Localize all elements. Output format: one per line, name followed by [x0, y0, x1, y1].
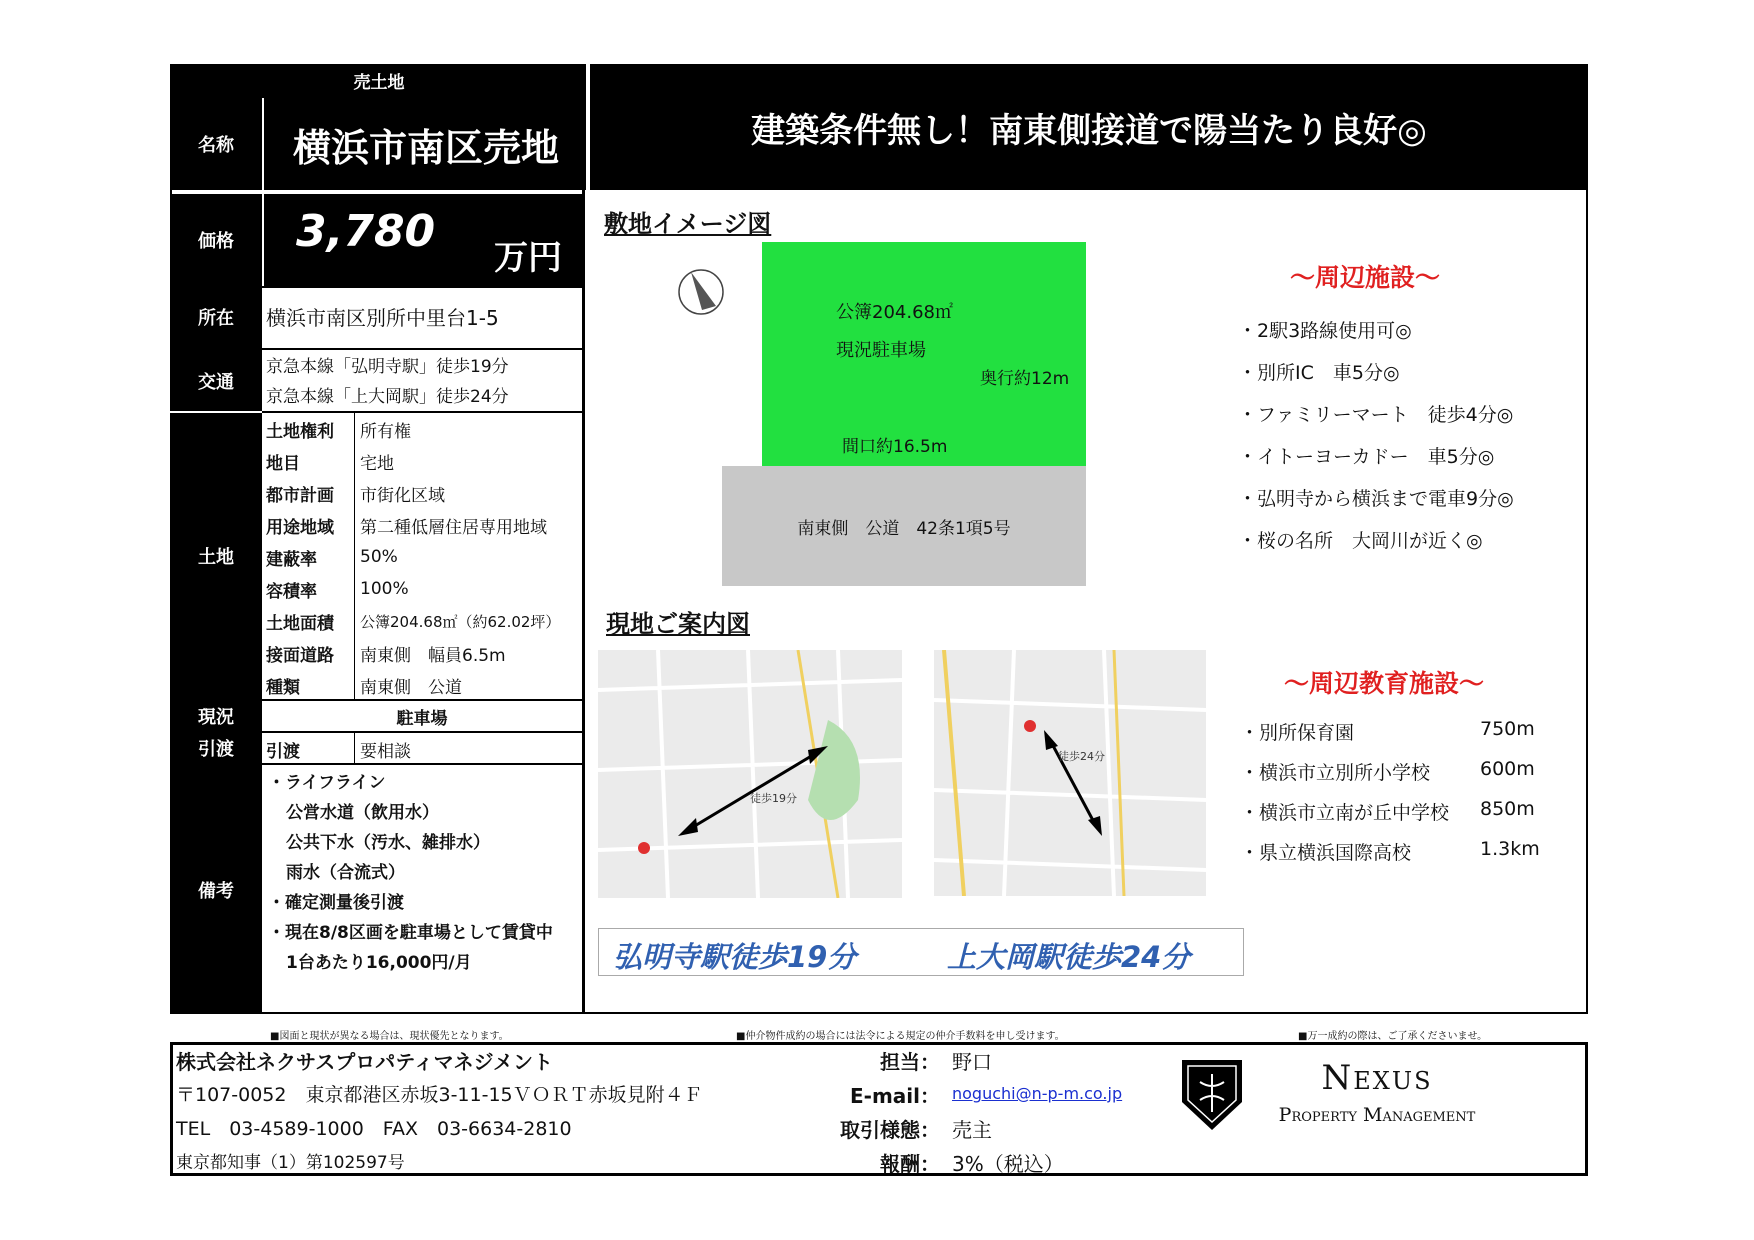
- land-value: 第二種低層住居専用地域: [360, 517, 547, 538]
- land-row: [262, 445, 582, 477]
- land-value: 宅地: [360, 453, 394, 474]
- land-row: [262, 413, 582, 445]
- nearby-item: ・桜の名所 大岡川が近く◎: [1238, 530, 1483, 552]
- remark-line: 公営水道（飲用水）: [286, 803, 439, 823]
- price-label: 価格: [198, 231, 234, 252]
- property-name: 横浜市南区売地: [292, 125, 559, 170]
- station-caption-box: [598, 928, 1244, 976]
- price-amount: 3,780: [296, 206, 436, 257]
- fee-value: 3%（税込）: [952, 1152, 1064, 1176]
- footnote: ■図面と現状が異なる場合は、現状優先となります。: [270, 1031, 509, 1042]
- transaction-type-label: 取引様態：: [840, 1118, 940, 1142]
- education-name: ・県立横浜国際高校: [1240, 842, 1412, 864]
- remark-line: ・確定測量後引渡: [268, 893, 404, 913]
- map-1-walk-label: 徒歩19分: [750, 792, 797, 805]
- land-value: 南東側 幅員6.5m: [360, 645, 506, 666]
- education-distance: 1.3km: [1480, 838, 1540, 860]
- land-row: [262, 637, 582, 669]
- land-value: 50%: [360, 547, 398, 567]
- land-table: [262, 413, 582, 701]
- headline: 建築条件無し！南東側接道で陽当たり良好◎: [590, 64, 1588, 190]
- land-key: 地目: [266, 453, 300, 474]
- company-phone: TEL 03-4589-1000 FAX 03-6634-2810: [176, 1118, 572, 1140]
- logo-subtitle: Property Management: [1278, 1104, 1476, 1126]
- footnote: ■仲介物件成約の場合には法令による規定の仲介手数料を申し受けます。: [736, 1031, 1065, 1042]
- company-address: 〒107-0052 東京都港区赤坂3-11-15ＶＯＲＴ赤坂見附４Ｆ: [176, 1084, 703, 1106]
- education-distance: 850m: [1480, 798, 1535, 820]
- land-value: 100%: [360, 579, 409, 599]
- person-value: 野口: [952, 1050, 992, 1074]
- map-2[interactable]: [934, 650, 1206, 896]
- remark-line: ・ライフライン: [268, 773, 386, 793]
- land-value: 公簿204.68㎡（約62.02坪）: [360, 612, 561, 631]
- transport-label: 交通: [198, 372, 234, 393]
- land-key: 容積率: [266, 581, 317, 602]
- guide-map-title: 現地ご案内図: [606, 610, 750, 638]
- nearby-item: ・別所IC 車5分◎: [1238, 362, 1400, 384]
- remark-line: 1台あたり16,000円/月: [286, 953, 472, 973]
- land-row: [262, 509, 582, 541]
- category-text: 売土地: [353, 72, 405, 93]
- footnote: ■万一成約の際は、ご了承くださいませ。: [1298, 1031, 1488, 1042]
- land-key: 建蔽率: [266, 549, 317, 570]
- transaction-type-value: 売主: [952, 1118, 992, 1142]
- divider: [262, 348, 582, 350]
- education-item: [1240, 718, 1535, 745]
- nearby-item: ・弘明寺から横浜まで電車9分◎: [1238, 488, 1514, 510]
- education-name: ・横浜市立南が丘中学校: [1240, 802, 1450, 824]
- lot-use-text: 現況駐車場: [836, 340, 926, 361]
- transport-line-2: 京急本線「上大岡駅」徒歩24分: [266, 387, 509, 407]
- email-link[interactable]: noguchi@n-p-m.co.jp: [952, 1084, 1123, 1103]
- nearby-item: ・ファミリーマート 徒歩4分◎: [1238, 404, 1514, 426]
- company-name: 株式会社ネクサスプロパティマネジメント: [176, 1050, 553, 1074]
- education-name: ・横浜市立別所小学校: [1240, 762, 1431, 784]
- land-value: 市街化区域: [360, 485, 445, 506]
- map-1[interactable]: [598, 650, 902, 898]
- station-caption-2: 上大岡駅徒歩24分: [947, 940, 1191, 974]
- land-key: 都市計画: [266, 485, 334, 506]
- transport-line-1: 京急本線「弘明寺駅」徒歩19分: [266, 357, 509, 377]
- remarks-body: [268, 768, 553, 978]
- road-area: [722, 466, 1086, 586]
- land-row: [262, 477, 582, 509]
- company-license: 東京都知事（1）第102597号: [176, 1153, 405, 1173]
- site-image-title: 敷地イメージ図: [604, 210, 772, 238]
- map-1-graphic: [598, 650, 902, 898]
- land-key: 土地面積: [266, 613, 334, 634]
- education-title: ～周辺教育施設～: [1284, 669, 1485, 698]
- name-label: 名称: [198, 135, 234, 156]
- price-unit: 万円: [494, 238, 562, 278]
- land-value: 南東側 公道: [360, 677, 462, 698]
- education-item: [1240, 838, 1540, 865]
- map-2-graphic: [934, 650, 1206, 896]
- divider: [586, 64, 590, 190]
- handover-label: 引渡: [198, 739, 234, 760]
- land-label: 土地: [198, 547, 234, 568]
- remarks-label: 備考: [198, 880, 234, 902]
- fee-label: 報酬：: [880, 1152, 940, 1176]
- land-key: 土地権利: [266, 421, 334, 442]
- email-label: E-mail：: [849, 1084, 940, 1108]
- education-item: [1240, 758, 1535, 785]
- station-caption-1: 弘明寺駅徒歩19分: [613, 940, 857, 974]
- remark-line: ・現在8/8区画を駐車場として賃貸中: [268, 923, 553, 943]
- status-label: 現況: [198, 707, 234, 728]
- nearby-title: ～周辺施設～: [1290, 263, 1441, 292]
- land-key: 接面道路: [266, 645, 334, 666]
- land-row: [262, 573, 582, 605]
- land-value: 所有権: [360, 421, 411, 442]
- handover-key: 引渡: [266, 742, 300, 762]
- divider: [262, 194, 264, 286]
- lot-depth-text: 奥行約12m: [980, 369, 1070, 389]
- road-text: 南東側 公道 42条1項5号: [797, 518, 1011, 539]
- lot-frontage-text: 間口約16.5m: [842, 437, 948, 457]
- logo-title: Nexus: [1321, 1058, 1433, 1098]
- education-distance: 600m: [1480, 758, 1535, 780]
- nearby-item: ・2駅3路線使用可◎: [1238, 320, 1412, 342]
- remark-line: 公共下水（汚水、雑排水）: [286, 833, 490, 853]
- person-label: 担当：: [880, 1050, 940, 1074]
- land-row: [262, 605, 582, 637]
- location-value: 横浜市南区別所中里台1-5: [266, 306, 499, 330]
- land-key: 用途地域: [266, 517, 334, 538]
- divider: [582, 190, 585, 1014]
- land-row: [262, 541, 582, 573]
- map-2-walk-label: 徒歩24分: [1058, 750, 1105, 763]
- education-name: ・別所保育園: [1240, 722, 1355, 744]
- category-label: [170, 64, 588, 96]
- education-item: [1240, 798, 1535, 825]
- divider: [354, 733, 355, 763]
- north-arrow-icon: [676, 262, 726, 322]
- handover-value: 要相談: [360, 742, 411, 762]
- land-key: 種類: [266, 677, 300, 698]
- nearby-item: ・イトーヨーカドー 車5分◎: [1238, 446, 1495, 468]
- lot-area-text: 公簿204.68㎡: [836, 302, 953, 323]
- nexus-shield-icon: [1178, 1056, 1246, 1132]
- education-distance: 750m: [1480, 718, 1535, 740]
- location-label: 所在: [198, 308, 234, 329]
- remark-line: 雨水（合流式）: [286, 863, 405, 883]
- status-value: 駐車場: [396, 708, 448, 729]
- land-row: [262, 669, 582, 701]
